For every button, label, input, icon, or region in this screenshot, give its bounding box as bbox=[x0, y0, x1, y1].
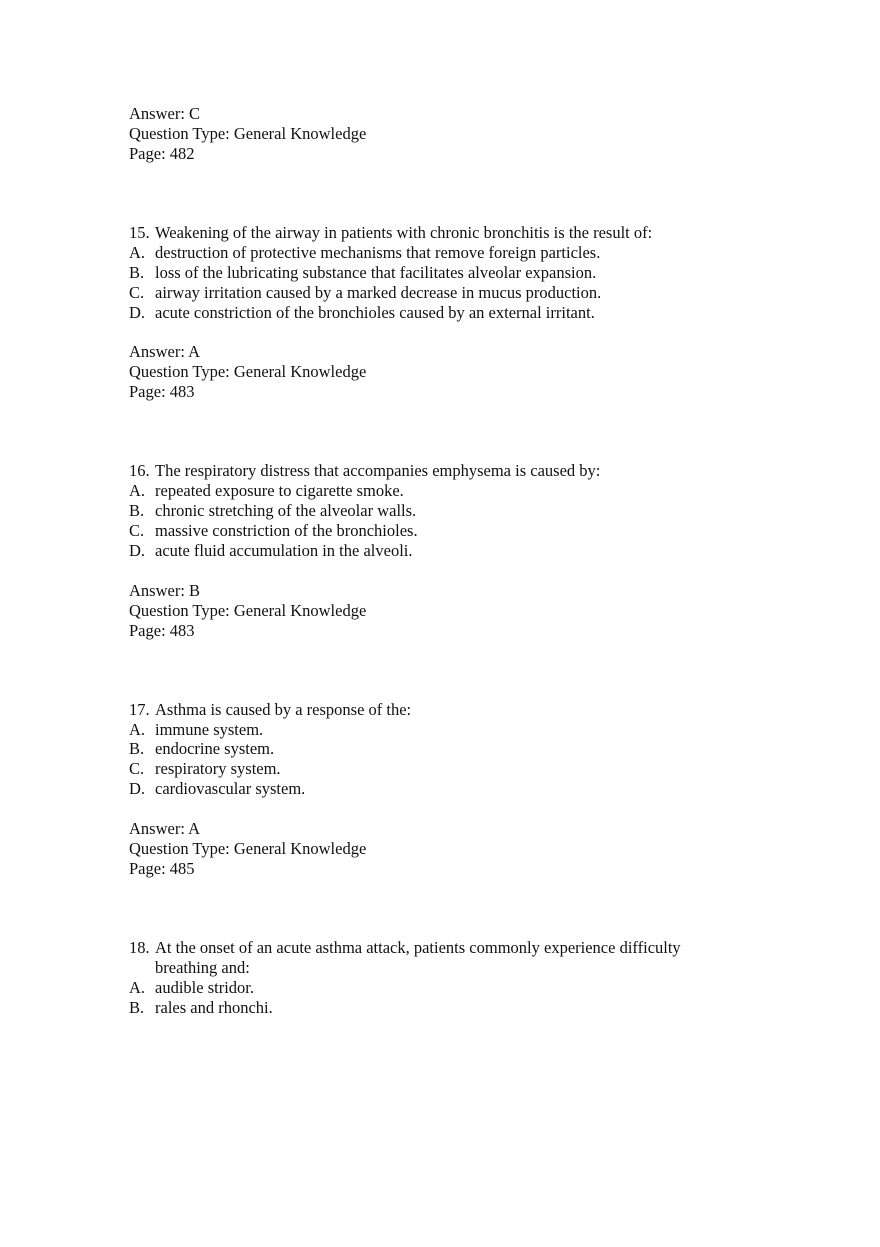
option-b bbox=[129, 998, 273, 1018]
answer-line: Answer: B bbox=[129, 581, 201, 600]
option-b bbox=[129, 263, 596, 283]
page-line: Page: 483 bbox=[129, 382, 195, 401]
option-b bbox=[129, 739, 274, 759]
answer-line: Answer: C bbox=[129, 104, 201, 123]
option-letter: A. bbox=[129, 720, 146, 739]
question-16 bbox=[129, 461, 729, 481]
page-line: Page: 483 bbox=[129, 621, 195, 640]
option-d bbox=[129, 541, 413, 561]
answer-line: Answer: A bbox=[129, 342, 201, 361]
question-number: 16. bbox=[129, 461, 150, 480]
question-number: 18. bbox=[129, 938, 150, 957]
question-18 bbox=[129, 938, 729, 978]
option-text: destruction of protective mechanisms that remove foreign particles. bbox=[155, 243, 601, 262]
option-letter: C. bbox=[129, 759, 145, 778]
option-c bbox=[129, 759, 281, 779]
option-d bbox=[129, 779, 305, 799]
option-text: immune system. bbox=[155, 720, 264, 739]
option-text: chronic stretching of the alveolar walls. bbox=[155, 501, 417, 520]
question-stem: The respiratory distress that accompanies emphysema is caused by: bbox=[155, 461, 601, 480]
option-letter: D. bbox=[129, 541, 146, 560]
question-stem: Asthma is caused by a response of the: bbox=[155, 700, 412, 719]
option-letter: B. bbox=[129, 263, 145, 282]
option-text: airway irritation caused by a marked decrease in mucus production. bbox=[155, 283, 602, 302]
option-letter: A. bbox=[129, 243, 146, 262]
question-stem: Weakening of the airway in patients with chronic bronchitis is the result of: bbox=[155, 223, 653, 242]
option-text: cardiovascular system. bbox=[155, 779, 306, 798]
page-line: Page: 485 bbox=[129, 859, 195, 878]
question-number: 15. bbox=[129, 223, 150, 242]
option-letter: D. bbox=[129, 779, 146, 798]
option-b bbox=[129, 501, 416, 521]
option-c bbox=[129, 521, 418, 541]
option-text: acute fluid accumulation in the alveoli. bbox=[155, 541, 413, 560]
option-letter: B. bbox=[129, 998, 145, 1017]
option-letter: A. bbox=[129, 481, 146, 500]
option-text: endocrine system. bbox=[155, 739, 275, 758]
option-a bbox=[129, 243, 600, 263]
option-letter: A. bbox=[129, 978, 146, 997]
question-type-line: Question Type: General Knowledge bbox=[129, 839, 367, 858]
question-type-line: Question Type: General Knowledge bbox=[129, 362, 367, 381]
option-text: loss of the lubricating substance that facilitates alveolar expansion. bbox=[155, 263, 597, 282]
answer-line: Answer: A bbox=[129, 819, 201, 838]
option-text: rales and rhonchi. bbox=[155, 998, 273, 1017]
option-letter: C. bbox=[129, 521, 145, 540]
question-15 bbox=[129, 223, 729, 243]
option-letter: B. bbox=[129, 739, 145, 758]
option-a bbox=[129, 720, 263, 740]
option-text: respiratory system. bbox=[155, 759, 281, 778]
question-17 bbox=[129, 700, 729, 720]
option-a bbox=[129, 978, 254, 998]
option-text: acute constriction of the bronchioles caused by an external irritant. bbox=[155, 303, 595, 322]
question-number: 17. bbox=[129, 700, 150, 719]
option-a bbox=[129, 481, 404, 501]
option-text: repeated exposure to cigarette smoke. bbox=[155, 481, 404, 500]
option-text: audible stridor. bbox=[155, 978, 254, 997]
option-text: massive constriction of the bronchioles. bbox=[155, 521, 418, 540]
page-line: Page: 482 bbox=[129, 144, 195, 163]
question-type-line: Question Type: General Knowledge bbox=[129, 124, 367, 143]
option-c bbox=[129, 283, 601, 303]
question-type-line: Question Type: General Knowledge bbox=[129, 601, 367, 620]
option-d bbox=[129, 303, 595, 323]
question-stem: At the onset of an acute asthma attack, patients commonly experience difficulty breathing and: bbox=[155, 938, 681, 977]
option-letter: B. bbox=[129, 501, 145, 520]
option-letter: C. bbox=[129, 283, 145, 302]
option-letter: D. bbox=[129, 303, 146, 322]
